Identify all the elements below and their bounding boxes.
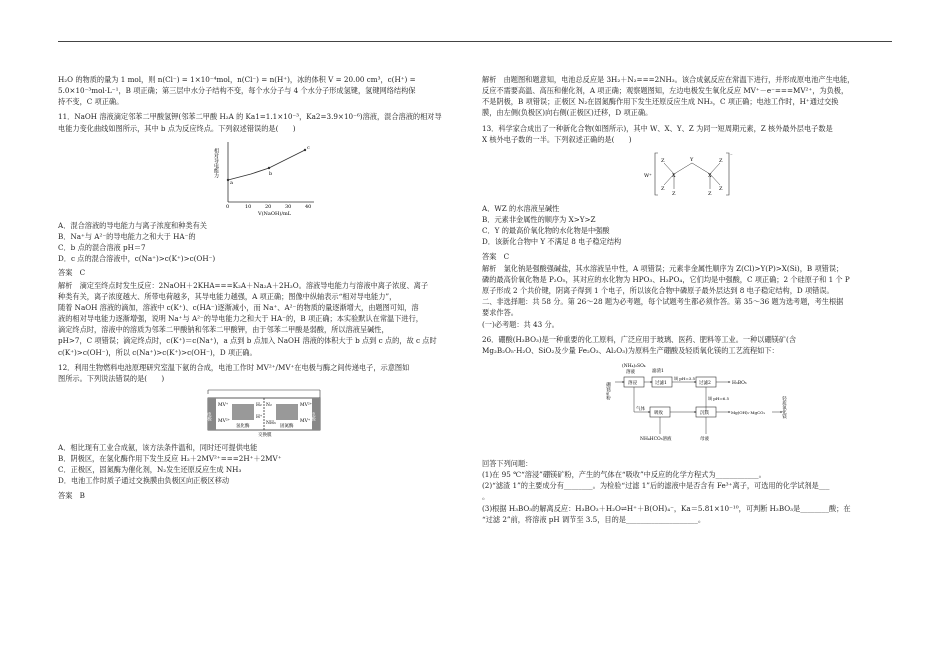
enzyme-right-label: 固氮酶 xyxy=(280,423,294,429)
option-a: A．相比现有工业合成氨，该方法条件温和，同时还可提供电能 xyxy=(58,442,258,452)
x-tick-label: 10 xyxy=(245,203,252,210)
option-b: B．阴极区，在氢化酶作用下发生反应 H₂＋2MV²⁺===2H⁺＋2MV⁺ xyxy=(58,454,282,464)
product-label: H₃BO₃ xyxy=(732,380,747,386)
option-c: C．正极区，固氮酶为催化剂，N₂发生还原反应生成 NH₃ xyxy=(58,465,242,475)
point-label-a: a xyxy=(230,179,233,186)
reagent-label: 溶液 xyxy=(626,369,635,375)
right-electrode-label: 电极 xyxy=(310,411,316,421)
reagent-label: (NH₄)₂SO₄ xyxy=(622,363,646,369)
reagent-label: NH₄HCO₃溶液 xyxy=(640,436,672,442)
hydrogenase-enzyme xyxy=(232,404,254,420)
question-stem: 图所示。下列说法错误的是( ) xyxy=(58,373,165,383)
species-label: MV²⁺ xyxy=(218,418,231,424)
analysis-line: c(K⁺)>c(OH⁻)，所以 c(Na⁺)>c(K⁺)>c(OH⁻)，D 项正确。 xyxy=(58,347,257,357)
option-c: C．b 点的混合溶液 pH＝7 xyxy=(58,243,146,253)
ore-label: 硼镁矿粉 xyxy=(605,381,611,400)
option-a: A．WZ 的水溶液呈碱性 xyxy=(482,203,560,213)
final-product-label: 轻质氧化镁 xyxy=(781,395,787,419)
analysis-line: 随着 NaOH 溶液的滴加，溶液中 c(K⁺)、c(HA⁻)逐渐减小，而 Na⁺、A²⁻的物质的量逐渐增大，由题图可知，溶 xyxy=(58,302,419,312)
cation-label: W⁺ xyxy=(644,172,652,179)
x-tick-label: 20 xyxy=(265,203,272,210)
x-axis-label: V(NaOH)/mL xyxy=(258,210,292,216)
species-label: NH₃ xyxy=(266,420,276,426)
mother-liquor-label: 母液 xyxy=(700,436,709,442)
question-stem: 12．利用生物燃料电池原理研究室温下氨的合成，电池工作时 MV²⁺/MV⁺在电极与酶之间传递电子，示意图如 xyxy=(58,362,410,372)
answer: 答案 B xyxy=(58,490,85,500)
atom-label: Y xyxy=(690,156,694,163)
analysis-line: 解析 氯化钠是强酸强碱盐，其水溶液呈中性，A 项错误；元素非金属性顺序为 Z(Cl)>Y(P)>X(Si)，B 项错误； xyxy=(482,263,844,273)
analysis xyxy=(482,263,892,296)
intermediate-label: Mg(OH)₂·MgCO₃ xyxy=(731,409,766,415)
atom-label: Z xyxy=(661,185,665,192)
species-label: H⁺ xyxy=(256,414,263,420)
header-rule xyxy=(58,41,892,42)
subquestion-3-cont: “过滤 2”前，将溶液 pH 调节至 3.5，目的是____________________。 xyxy=(482,514,706,524)
option-d: D．该新化合物中 Y 不满足 8 电子稳定结构 xyxy=(482,237,622,247)
atom-label: X xyxy=(672,172,676,179)
subquestion-2-cont: 。 xyxy=(482,492,490,502)
step-label: 沉镁 xyxy=(700,410,709,416)
atom-label: Z xyxy=(708,190,712,197)
species-label: MV²⁺ xyxy=(300,402,313,408)
text-line: H₂O 的物质的量为 1 mol，则 n(Cl⁻) = 1×10⁻⁴mol，n(Cl⁻) = n(H⁺)，冰的体积 V = 20.00 cm³，c(H⁺) = xyxy=(58,75,416,84)
q12-analysis xyxy=(482,74,892,119)
analysis-line: 膜，由左侧(负极区)向右侧(正极区)迁移，D 项正确。 xyxy=(482,108,653,118)
question-26 xyxy=(482,334,892,525)
step-label: 过滤1 xyxy=(655,380,667,386)
structure-svg xyxy=(642,149,742,199)
question-stem: Mg₂B₂O₅·H₂O、SiO₂及少量 Fe₂O₃、Al₂O₃)为原料生产硼酸及轻质氧化镁的工艺流程如下： xyxy=(482,345,779,355)
analysis-line: 反应不需要高温、高压和催化剂，A 项正确；观察题图知，左边电极发生氧化反应 MV⁺－e⁻===MV²⁺，为负极， xyxy=(482,86,849,96)
subquestion-1: (1)在 95 ℃“溶浸”硼镁矿粉，产生的气体在“吸收”中反应的化学方程式为____________。 xyxy=(482,470,766,480)
atom-label: Z xyxy=(719,185,723,192)
x-tick-label: 0 xyxy=(226,203,230,210)
option-d: D．c 点的混合溶液中，c(Na⁺)>c(K⁺)>c(OH⁻) xyxy=(58,254,216,264)
analysis-line: 解析 滴定至终点时发生反应：2NaOH＋2KHA===K₂A＋Na₂A＋2H₂O。溶液导电能力与溶液中离子浓度、离子 xyxy=(58,280,429,290)
answer: 答案 C xyxy=(482,251,510,261)
option-b: B．元素非金属性的顺序为 X>Y>Z xyxy=(482,215,596,225)
species-label: H₂ xyxy=(256,402,262,408)
question-stem: 13．科学家合成出了一种新化合物(如图所示)，其中 W、X、Y、Z 为同一短周期元素，Z 核外最外层电子数是 xyxy=(482,123,833,133)
analysis-line: 不是阴极，B 项错误；正极区 N₂在固氮酶作用下发生还原反应生成 NH₃，C 项正确；电池工作时，H⁺通过交换 xyxy=(482,97,839,107)
conductivity-chart xyxy=(206,138,318,216)
fuel-cell-diagram xyxy=(198,388,330,438)
step-label: 吸收 xyxy=(654,410,663,416)
answer: 答案 C xyxy=(58,268,86,278)
analysis-line: 原子形成 2 个共价键，阴离子得到 1 个电子，所以该化合物中磷原子最外层达到 8 电子稳定结构，D 项错误。 xyxy=(482,286,834,296)
atom-label: Z xyxy=(719,157,723,164)
point-a xyxy=(227,179,229,181)
text-line: 持不变，C 项正确。 xyxy=(58,97,124,107)
condition-label: 调 pH=6.5 xyxy=(708,395,730,401)
step-label: 过滤2 xyxy=(699,380,711,386)
text-line: 5.0×10⁻³mol·L⁻¹，B 项正确；第三层中水分子结构不变，每个水分子与 4 个水分子形成氢键，氢键网络结构保 xyxy=(58,86,416,96)
intro-text xyxy=(58,74,468,107)
species-label: N₂ xyxy=(266,402,272,408)
option-d: D．电池工作时质子通过交换膜由负极区向正极区移动 xyxy=(58,476,230,486)
question-13 xyxy=(482,123,892,297)
x-tick-label: 40 xyxy=(305,203,312,210)
analysis xyxy=(58,280,468,358)
analysis-line: 种类有关，离子浓度越大、所带电荷越多，其导电能力越强，A 项正确；图像中纵轴表示“相对导电能力”， xyxy=(58,291,397,301)
nitrogenase-enzyme xyxy=(276,404,298,420)
molecule-structure xyxy=(642,149,742,199)
y-axis-label: 相对导电能力 xyxy=(213,147,219,178)
question-stem: X 核外电子数的一半。下列叙述正确的是( ) xyxy=(482,134,632,144)
question-11 xyxy=(58,111,468,357)
atom-label: X xyxy=(708,172,712,179)
flow-svg xyxy=(600,360,800,454)
residue-label: 滤渣1 xyxy=(652,368,664,374)
atom-label: Z xyxy=(672,190,676,197)
analysis-line: 解析 由题图和题意知，电池总反应是 3H₂＋N₂===2NH₃。该合成氨反应在常温下进行，并形成原电池产生电能， xyxy=(482,75,855,84)
cell-svg xyxy=(198,388,330,438)
left-column xyxy=(58,74,468,501)
species-label: MV⁺ xyxy=(300,418,311,424)
point-c xyxy=(304,149,306,151)
chart-svg xyxy=(206,138,318,216)
curve-line xyxy=(228,150,305,180)
point-b xyxy=(268,167,270,169)
gas-label: 气体 xyxy=(636,406,645,412)
question-12 xyxy=(58,362,468,501)
subquestion-2: (2)“滤渣 1”的主要成分有________。为检验“过滤 1”后的滤液中是否含有 Fe³⁺离子，可选用的化学试剂是___ xyxy=(482,481,830,491)
subquestion-3: (3)根据 H₃BO₃的解离反应：H₃BO₃＋H₂O⇌H⁺＋B(OH)₄⁻，Ka＝5.81×10⁻¹⁰，可判断 H₃BO₃是________酸；在 xyxy=(482,503,851,513)
section-heading: 二、非选择题：共 58 分。第 26～28 题为必考题，每个试题考生都必须作答。第 35～36 题为选考题，考生根据 xyxy=(482,297,844,307)
enzyme-left-label: 氢化酶 xyxy=(236,423,250,429)
right-column xyxy=(482,74,892,525)
condition-label: 调 pH=3.5 xyxy=(674,375,696,381)
option-a: A．混合溶液的导电能力与离子浓度和种类有关 xyxy=(58,220,207,230)
analysis-line: 磷的最高价氧化物是 P₂O₅，其对应的水化物为 HPO₃、H₃PO₄，它们均是中强酸，C 项正确；2 个硅原子和 1 个 P xyxy=(482,274,850,284)
membrane-label: 交换膜 xyxy=(258,432,272,438)
analysis-line: 液的相对导电能力逐渐增强，说明 Na⁺与 A²⁻的导电能力之和大于 HA⁻的，B 项正确；本实验默认在常温下进行， xyxy=(58,314,423,324)
left-bracket xyxy=(655,153,658,195)
option-b: B．Na⁺与 A²⁻的导电能力之和大于 HA⁻的 xyxy=(58,231,196,241)
section-heading: 要求作答。 xyxy=(482,308,518,318)
analysis-line: pH>7，C 项错误；滴定终点时，c(K⁺)＝c(Na⁺)，a 点到 b 点加入 NaOH 溶液的体积大于 b 点到 c 点的，故 c 点时 xyxy=(58,336,437,346)
question-stem: 11．NaOH 溶液滴定邻苯二甲酸氢钾(邻苯二甲酸 H₂A 的 Ka1=1.1×10⁻³，Ka2=3.9×10⁻⁶)溶液，混合溶液的相对导 xyxy=(58,112,442,122)
left-electrode-label: 电极 xyxy=(206,411,212,421)
right-bracket xyxy=(726,153,729,195)
point-label-b: b xyxy=(269,170,273,177)
analysis-line: 滴定终点时，溶液中的溶质为邻苯二甲酸钠和邻苯二甲酸钾，由于邻苯二甲酸是弱酸，所以溶液呈碱性， xyxy=(58,325,389,335)
question-stem: 26．硼酸(H₃BO₃)是一种重要的化工原料，广泛应用于玻璃、医药、肥料等工业。一种以硼镁矿(含 xyxy=(482,334,797,344)
section-2-header xyxy=(482,296,892,329)
species-label: MV⁺ xyxy=(218,402,229,408)
point-label-c: c xyxy=(307,144,310,151)
prompt: 回答下列问题： xyxy=(482,458,533,468)
atom-label: Z xyxy=(661,157,665,164)
question-stem: 电能力变化曲线如图所示，其中 b 点为反应终点。下列叙述错误的是( ) xyxy=(58,123,296,133)
charge-label: ⁻ xyxy=(730,152,733,159)
bond xyxy=(674,163,692,174)
option-c: C．Y 的最高价氧化物的水化物是中强酸 xyxy=(482,226,610,236)
x-tick-label: 30 xyxy=(285,203,292,210)
process-flow-diagram xyxy=(600,360,800,454)
section-subheading: (一)必考题：共 43 分。 xyxy=(482,319,559,329)
step-label: 溶浸 xyxy=(628,380,637,386)
